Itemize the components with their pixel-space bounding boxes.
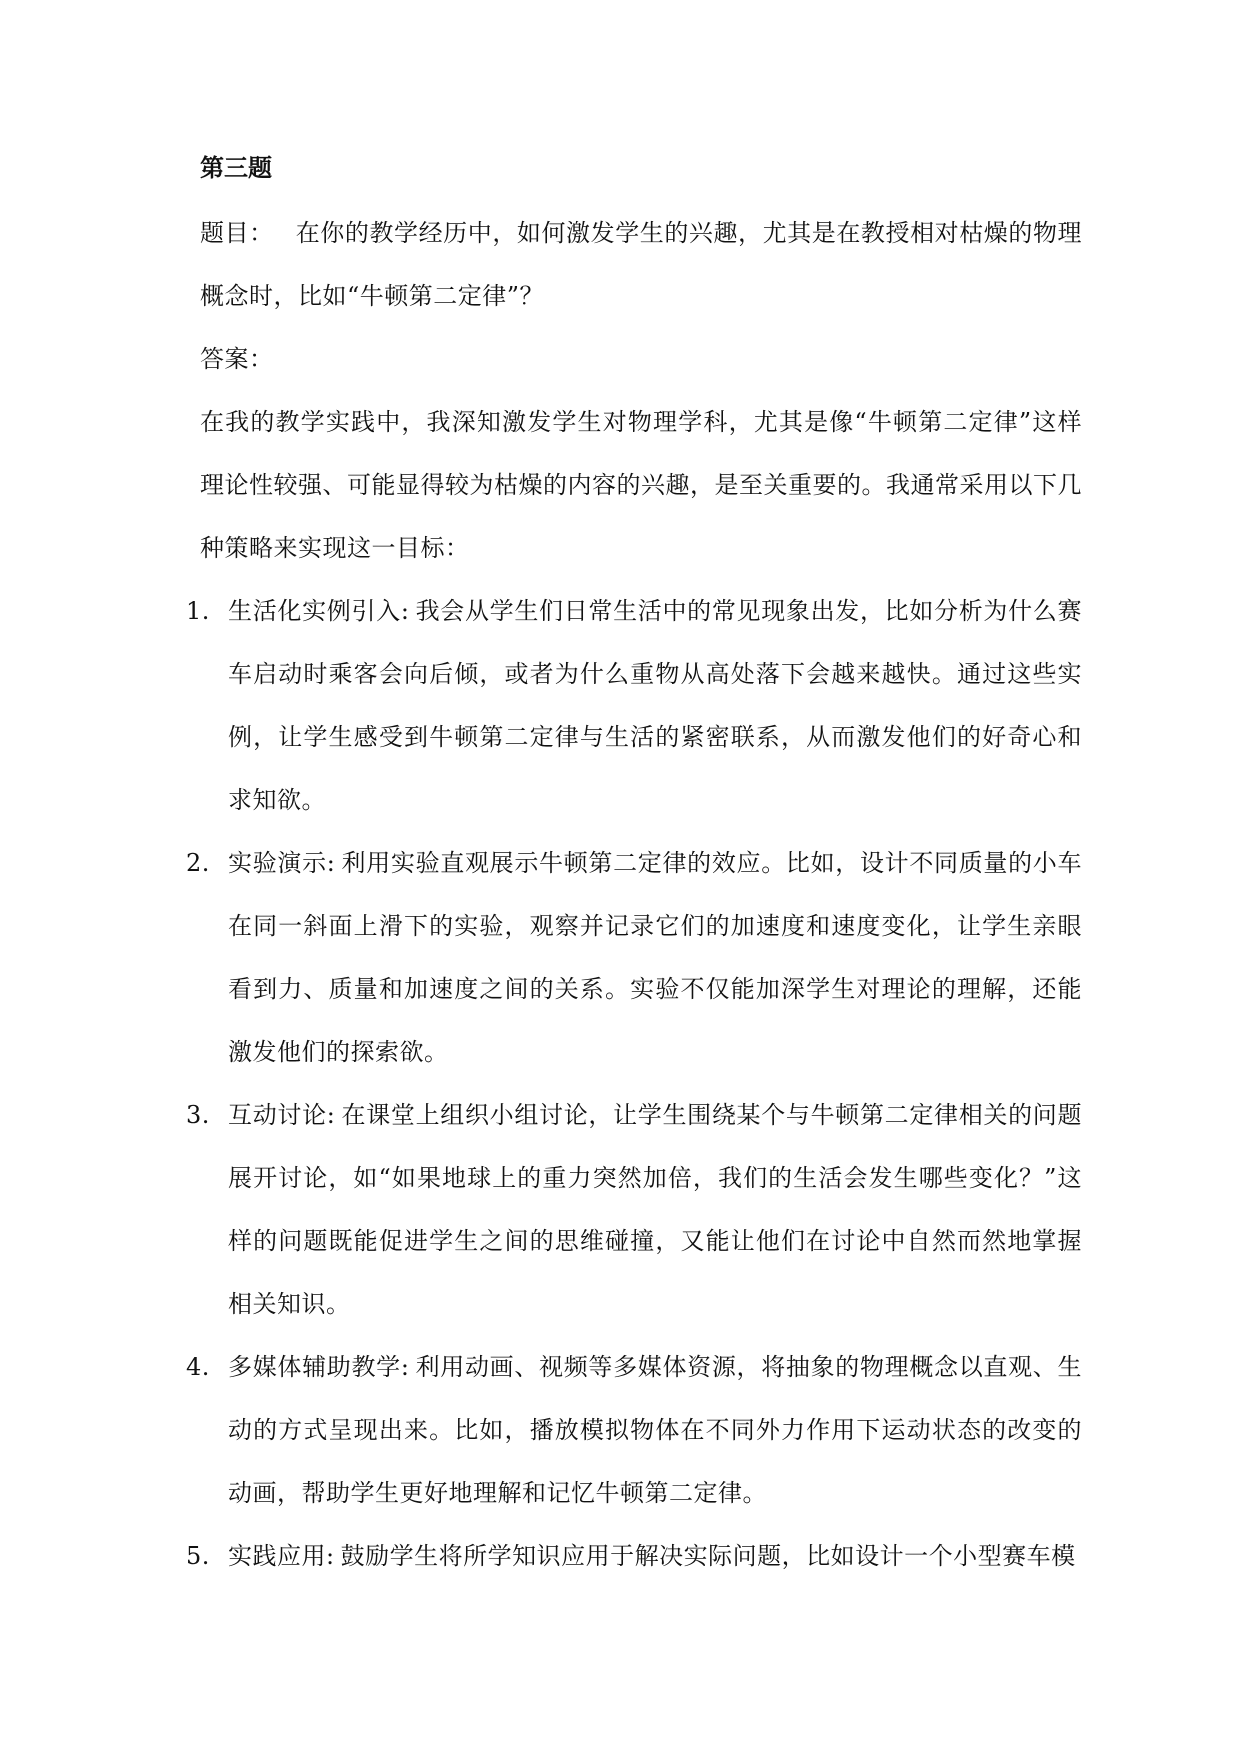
list-item bbox=[186, 1525, 1082, 1588]
list-item-title: 实践应用: bbox=[228, 1542, 335, 1570]
question-paragraph bbox=[200, 202, 1082, 328]
strategy-list bbox=[186, 580, 1082, 1588]
list-item-text: 在课堂上组织小组讨论，让学生围绕某个与牛顿第二定律相关的问题展开讨论，如“如果地球上的重力突然加倍，我们的生活会发生哪些变化？”这样的问题既能促进学生之间的思维碰撞，又能让他们在讨论中自然而然地掌握相关知识。 bbox=[228, 1101, 1082, 1318]
list-item bbox=[186, 832, 1082, 1084]
list-item-title: 实验演示: bbox=[228, 849, 336, 877]
document-body bbox=[186, 148, 1083, 1588]
list-item-text: 利用实验直观展示牛顿第二定律的效应。比如，设计不同质量的小车在同一斜面上滑下的实验，观察并记录它们的加速度和速度变化，让学生亲眼看到力、质量和加速度之间的关系。实验不仅能加深学生对理论的理解，还能激发他们的探索欲。 bbox=[228, 849, 1082, 1066]
question-text: 在你的教学经历中，如何激发学生的兴趣，尤其是在教授相对枯燥的物理概念时，比如“牛顿第二定律”？ bbox=[200, 219, 1083, 310]
list-item-number: 1. bbox=[186, 597, 210, 625]
list-item-title: 生活化实例引入: bbox=[228, 597, 410, 625]
list-item bbox=[186, 1084, 1082, 1336]
question-label: 题目： bbox=[200, 219, 274, 247]
list-item-title: 多媒体辅助教学: bbox=[228, 1353, 410, 1381]
list-item-number: 5. bbox=[186, 1542, 210, 1570]
list-item-number: 4. bbox=[186, 1353, 210, 1381]
list-item-number: 3. bbox=[186, 1101, 210, 1129]
list-item-title: 互动讨论: bbox=[228, 1101, 336, 1129]
list-item-text: 鼓励学生将所学知识应用于解决实际问题，比如设计一个小型赛车模 bbox=[340, 1542, 1076, 1570]
list-item-number: 2. bbox=[186, 849, 210, 877]
intro-paragraph: 在我的教学实践中，我深知激发学生对物理学科，尤其是像“牛顿第二定律”这样理论性较强、可能显得较为枯燥的内容的兴趣，是至关重要的。我通常采用以下几种策略来实现这一目标： bbox=[200, 408, 1082, 562]
list-item-text: 利用动画、视频等多媒体资源，将抽象的物理概念以直观、生动的方式呈现出来。比如，播放模拟物体在不同外力作用下运动状态的改变的动画，帮助学生更好地理解和记忆牛顿第二定律。 bbox=[228, 1353, 1082, 1507]
list-item-text: 我会从学生们日常生活中的常见现象出发，比如分析为什么赛车启动时乘客会向后倾，或者为什么重物从高处落下会越来越快。通过这些实例，让学生感受到牛顿第二定律与生活的紧密联系，从而激发他们的好奇心和求知欲。 bbox=[228, 597, 1082, 814]
answer-label: 答案： bbox=[200, 345, 274, 373]
section-heading: 第三题 bbox=[200, 153, 272, 182]
list-item bbox=[186, 1336, 1082, 1525]
list-item bbox=[186, 580, 1082, 832]
